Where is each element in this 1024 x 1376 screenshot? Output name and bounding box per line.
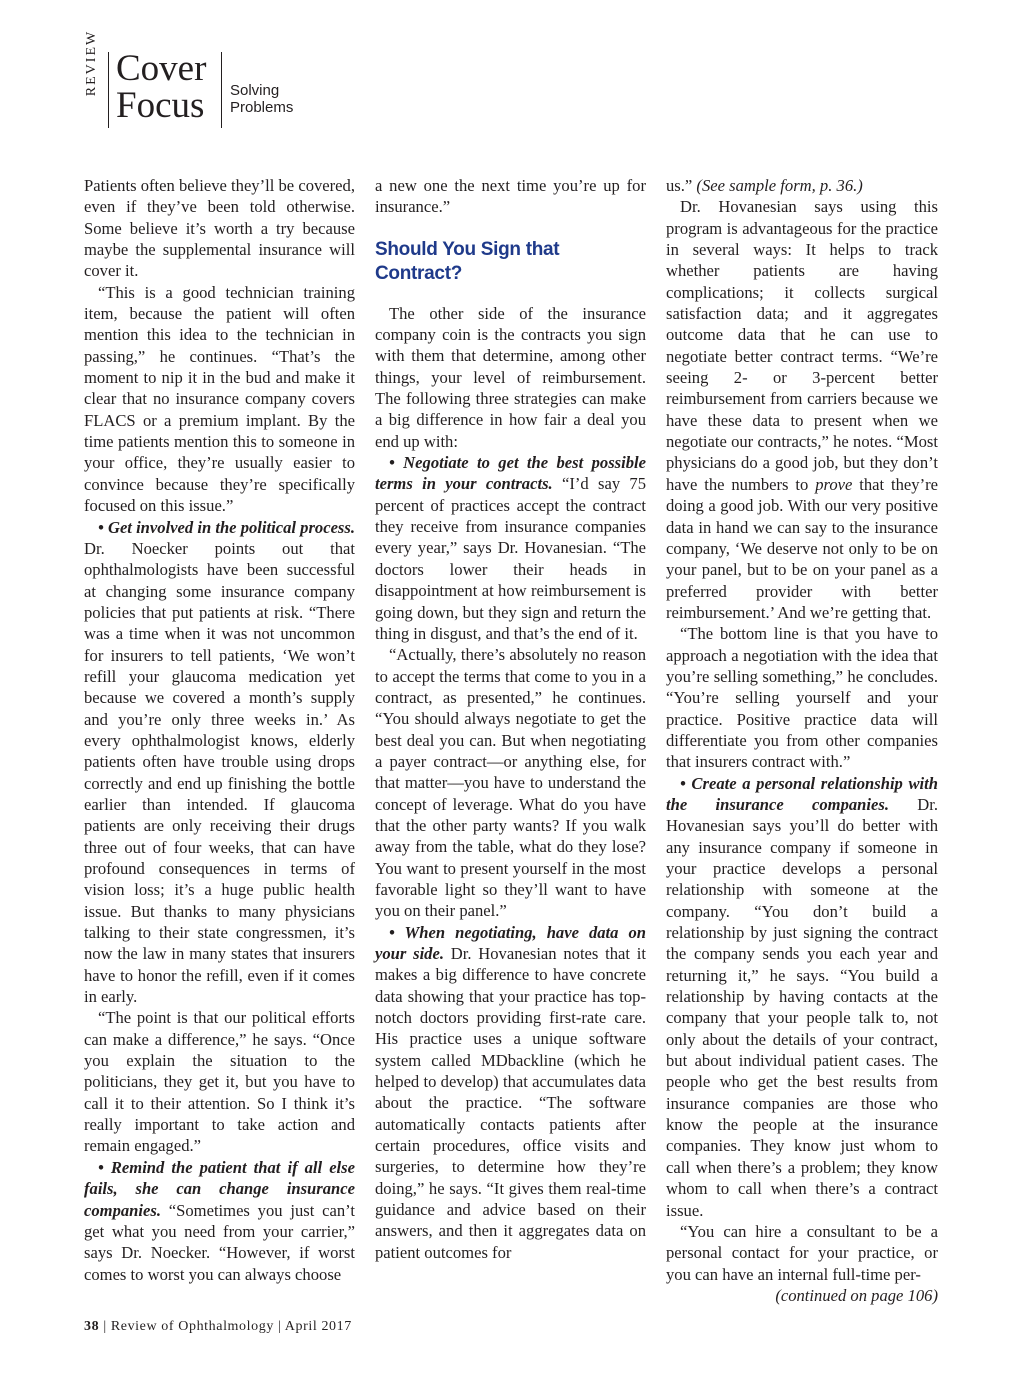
section-title <box>116 50 206 124</box>
bullet-paragraph <box>84 1157 355 1285</box>
footer-divider: | <box>278 1319 285 1334</box>
paragraph-text: that they’re doing a good job. With our very positive data in hand we can say to the insurance company, ‘We deserve not only to be on your panel, but to be on your panel as a preferred provider with better reimbursement.’ And we’re getting that. <box>666 474 938 622</box>
bullet-text: “Sometimes you just can’t get what you need from your carrier,” says Dr. Noecker. “However, if worst comes to worst you can always choose <box>84 1200 355 1284</box>
review-label: REVIEW <box>84 29 99 97</box>
article-section-label: Solving Problems <box>230 82 294 116</box>
figure-reference: (See sample form, p. 36.) <box>696 176 863 195</box>
section-title-focus: Focus <box>116 85 205 126</box>
section-title-cover: Cover <box>116 48 207 89</box>
paragraph-text: Dr. Hovanesian says using this program is advantageous for the practice in several ways: It helps to track whether patients are having complications; it collects surgical satisfaction data; and it aggregates outcome data that he can use to negotiate better contract terms. “We’re seeing 2- or 3-percent better reimbursement from carriers because we have these data to present when we negotiate our contracts,” he notes. “Most physicians do a good job, but they don’t have the numbers to <box>666 197 938 494</box>
paragraph: “The point is that our political efforts can make a difference,” he says. “Once you explain the situation to the politicians, they get it, but you have to call it to their attention. So I think it’s really important to take action and remain engaged.” <box>84 1008 355 1156</box>
paragraph-text: us.” <box>666 176 697 195</box>
issue-date: April 2017 <box>284 1319 352 1334</box>
bullet-paragraph <box>84 517 355 1008</box>
header-divider <box>221 52 222 128</box>
bullet-heading: • Get involved in the political process. <box>98 517 355 537</box>
column-1 <box>84 175 355 1285</box>
paragraph: The other side of the insurance company coin is the contracts you sign with them that determine, among other things, your level of reimbursement. The following three strategies can make a big difference in how fair a deal you end up with: <box>375 303 646 451</box>
bullet-paragraph <box>666 773 938 1221</box>
bullet-paragraph <box>375 922 646 1264</box>
paragraph: “Actually, there’s absolutely no reason to accept the terms that come to you in a contract, as presented,” he continues. “You should always negotiate to get the best deal you can. But when negotiating a payer contract—or anything else, for that matter—you have to understand the concept of leverage. What do you have that the other party wants? If you walk away from the table, what do they lose? You want to present yourself in the most favorable light so they’ll want to have you on their panel.” <box>375 645 646 921</box>
paragraph: Patients often believe they’ll be covered, even if they’ve been told otherwise. Some believe it’s worth a try because maybe the supplemental insurance will cover it. <box>84 176 355 281</box>
bullet-text: Dr. Hovanesian says you’ll do better with any insurance company if someone in your practice develops a personal relationship with someone at the company. “You don’t build a relationship by just signing the contract the company sends you each year and returning it,” he says. “You build a relationship by having contacts at the company that your people talk to, not only about the details of your contract, but about individual patient cases. The people who get the best results from insurance companies are those who know the people at the insurance companies. They know just whom to call when there’s a problem; they know whom to call when there’s a contract issue. <box>666 794 939 1220</box>
bullet-text: Dr. Hovanesian notes that it makes a big difference to have concrete data showing that your practice has top-notch doctors providing first-rate care. His practice uses a unique software system called MDbackline (which he helped to develop) that accumulates data about the practice. “The software automatically contacts patients after certain procedures, office visits and surgeries, to determine how they’re doing,” he says. “It gives them real-time guidance and advice based on their answers, and then it aggregates data on patient outcomes for <box>375 944 647 1262</box>
emphasis: prove <box>815 474 853 494</box>
paragraph <box>666 196 938 623</box>
footer-divider: | <box>103 1319 111 1334</box>
paragraph <box>666 175 938 196</box>
page-footer <box>84 1319 352 1335</box>
bullet-heading: • When negotiating, have data on your side. <box>375 922 646 963</box>
header-divider <box>108 52 109 128</box>
publication-name: Review of Ophthalmology <box>110 1319 274 1334</box>
bullet-paragraph <box>375 452 646 644</box>
paragraph: “This is a good technician training item, because the patient will often mention this idea to the technician in passing,” he continues. “That’s the moment to nip it in the bud and make it clear that no insurance company covers FLACS or a premium implant. By the time patients mention this to someone in your office, they’re usually easier to convince because they’re specifically focused on this issue.” <box>84 282 355 516</box>
paragraph: “You can hire a consultant to be a personal contact for your practice, or you can have an internal full-time per- <box>666 1221 938 1284</box>
paragraph: a new one the next time you’re up for insurance.” <box>375 176 646 217</box>
bullet-text: “I’d say 75 percent of practices accept the contract they receive from insurance companies every year,” says Dr. Hovanesian. “The doctors lower their heads in disappointment at how reimbursement is going down, but they sign and return the thing in disgust, and that’s the end of it. <box>375 474 646 643</box>
page-number: 38 <box>84 1319 100 1334</box>
bullet-heading: • Remind the patient that if all else fails, she can change insurance companies. <box>84 1157 355 1220</box>
subheading: Should You Sign that Contract? <box>375 238 560 284</box>
column-2 <box>375 175 646 1263</box>
continued-note: (continued on page 106) <box>775 1285 938 1305</box>
bullet-text: Dr. Noecker points out that ophthalmologists have been successful at changing some insurance company policies that put patients at risk. “There was a time when it was not uncommon for insurers to tell patients, ‘We won’t refill your glaucoma medication yet because we covered a month’s supply and you’re only three weeks in.’ As every ophthalmologist knows, elderly patients often have trouble using drops correctly and end up finishing the bottle earlier than intended. If glaucoma patients are only receiving their drugs three out of four weeks, that can have profound consequences in terms of vision loss; it’s a huge public health issue. But thanks to many physicians talking to their state congressmen, it’s now the law in many states that insurers have to honor the refill, even if it comes in early. <box>84 538 355 1007</box>
bullet-heading: • Negotiate to get the best possible terms in your contracts. <box>375 453 646 494</box>
column-3 <box>666 175 938 1306</box>
bullet-heading: • Create a personal relationship with the insurance companies. <box>666 773 938 814</box>
paragraph: “The bottom line is that you have to approach a negotiation with the idea that you’re selling something,” he concludes. “You’re selling yourself and your practice. Positive practice data will differentiate you from other companies that insurers contract with.” <box>666 624 938 772</box>
